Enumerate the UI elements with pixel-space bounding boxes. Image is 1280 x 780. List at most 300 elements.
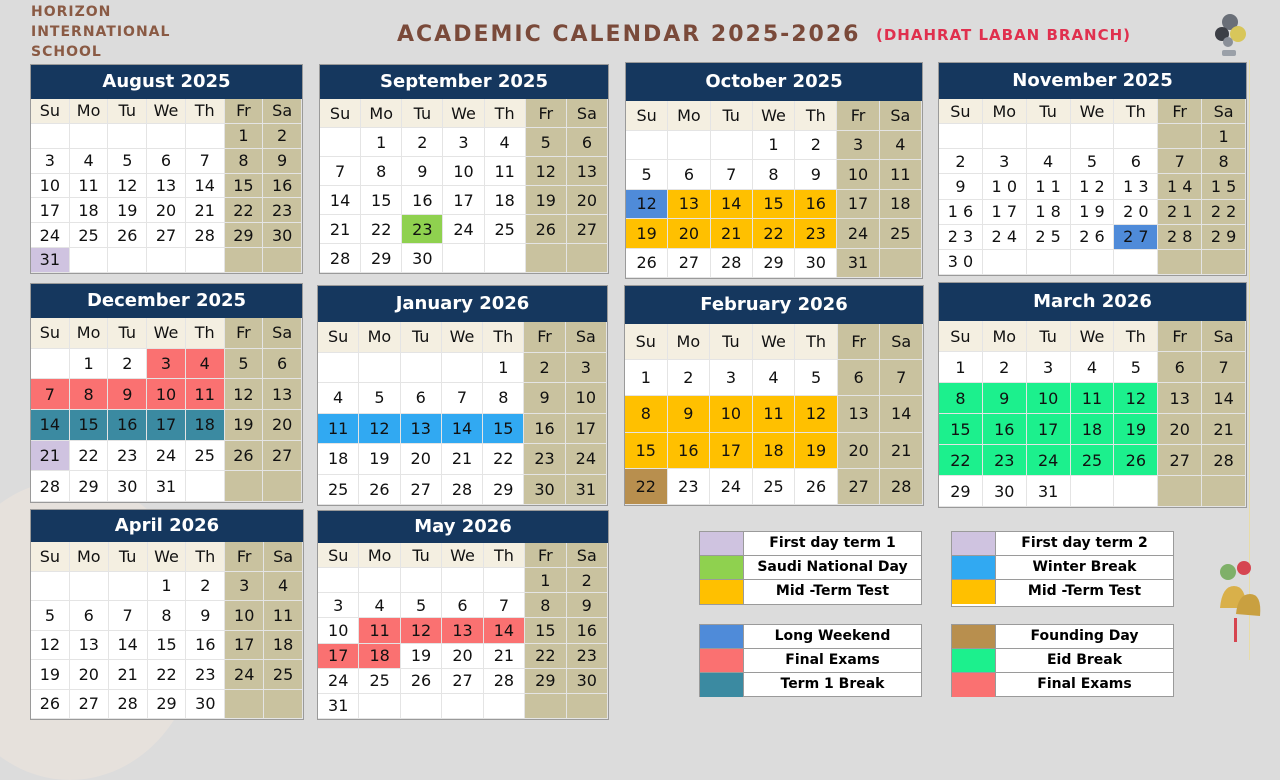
day-cell: 6 bbox=[263, 349, 302, 380]
day-cell: 24 bbox=[1027, 445, 1071, 476]
month-calendar bbox=[624, 285, 924, 506]
day-cell: 21 bbox=[484, 644, 525, 669]
day-cell: 12 bbox=[795, 396, 838, 432]
day-cell: 24 bbox=[31, 223, 70, 248]
day-cell: 25 bbox=[485, 215, 526, 244]
day-cell: 9 bbox=[186, 601, 225, 631]
weekday-header: Mo bbox=[668, 101, 710, 131]
day-cell: 1 9 bbox=[1071, 200, 1115, 225]
legend-swatch bbox=[952, 580, 996, 604]
weekday-header: Fr bbox=[1158, 99, 1202, 124]
day-cell: 3 bbox=[710, 360, 753, 396]
day-cell: 9 bbox=[668, 396, 711, 432]
weekday-header: Th bbox=[1114, 321, 1158, 352]
month-title: April 2026 bbox=[31, 510, 303, 542]
day-cell: 13 bbox=[567, 157, 608, 186]
legend-swatch bbox=[700, 532, 744, 555]
day-cell: 27 bbox=[567, 215, 608, 244]
day-cell: 3 bbox=[837, 131, 879, 161]
day-cell: 1 6 bbox=[939, 200, 983, 225]
day-cell: 21 bbox=[711, 219, 753, 249]
empty-cell bbox=[31, 572, 70, 602]
day-cell: 1 7 bbox=[983, 200, 1027, 225]
day-cell: 19 bbox=[108, 198, 147, 223]
day-cell: 28 bbox=[31, 471, 70, 502]
legend-swatch bbox=[700, 556, 744, 579]
weekday-header: We bbox=[443, 99, 484, 128]
day-cell: 3 0 bbox=[939, 250, 983, 275]
weekday-header: Fr bbox=[524, 322, 565, 353]
day-cell: 30 bbox=[108, 471, 147, 502]
day-cell: 14 bbox=[484, 618, 525, 643]
weekday-header: Fr bbox=[525, 543, 566, 568]
weekday-header: Tu bbox=[401, 322, 442, 353]
weekday-header: Fr bbox=[837, 101, 879, 131]
day-cell: 26 bbox=[359, 475, 400, 506]
empty-cell bbox=[484, 568, 525, 593]
empty-cell bbox=[1071, 250, 1115, 275]
day-cell: 1 5 bbox=[1202, 174, 1246, 199]
day-cell: 20 bbox=[567, 186, 608, 215]
day-cell: 13 bbox=[442, 618, 483, 643]
day-cell: 5 bbox=[626, 160, 668, 190]
day-cell: 5 bbox=[359, 383, 400, 414]
day-cell: 29 bbox=[939, 476, 983, 507]
day-cell: 23 bbox=[524, 444, 565, 475]
day-cell: 2 bbox=[983, 352, 1027, 383]
weekday-header: Mo bbox=[70, 318, 109, 349]
weekday-header: Tu bbox=[711, 101, 753, 131]
weekday-header: Su bbox=[318, 322, 359, 353]
day-cell: 23 bbox=[983, 445, 1027, 476]
day-cell: 17 bbox=[443, 186, 484, 215]
day-cell: 19 bbox=[401, 644, 442, 669]
day-cell: 7 bbox=[484, 593, 525, 618]
day-cell: 22 bbox=[70, 441, 109, 472]
weekday-header: Su bbox=[625, 324, 668, 360]
day-cell: 7 bbox=[31, 379, 70, 410]
day-cell: 9 bbox=[983, 383, 1027, 414]
day-cell: 6 bbox=[70, 601, 109, 631]
day-cell: 27 bbox=[70, 690, 109, 720]
empty-cell bbox=[70, 248, 109, 273]
day-cell: 5 bbox=[795, 360, 838, 396]
day-cell: 10 bbox=[147, 379, 186, 410]
weekday-header: We bbox=[147, 99, 186, 124]
weekday-header: Tu bbox=[402, 99, 443, 128]
day-cell: 7 bbox=[186, 149, 225, 174]
day-cell: 14 bbox=[1202, 383, 1246, 414]
day-cell: 9 bbox=[108, 379, 147, 410]
day-cell: 20 bbox=[668, 219, 710, 249]
day-cell: 2 1 bbox=[1158, 200, 1202, 225]
day-cell: 5 bbox=[526, 128, 567, 157]
day-cell: 30 bbox=[402, 244, 443, 273]
day-cell: 15 bbox=[225, 174, 264, 199]
legend-label: First day term 1 bbox=[769, 535, 896, 551]
day-cell: 20 bbox=[147, 198, 186, 223]
weekday-header: Sa bbox=[263, 99, 302, 124]
day-cell: 24 bbox=[443, 215, 484, 244]
day-cell: 3 bbox=[318, 593, 359, 618]
day-cell: 31 bbox=[31, 248, 70, 273]
day-cell: 1 bbox=[361, 128, 402, 157]
month-calendar bbox=[625, 62, 923, 279]
legend-box-4 bbox=[951, 624, 1174, 697]
page-title: ACADEMIC CALENDAR 2025-2026 bbox=[397, 22, 861, 47]
weekday-header: We bbox=[753, 324, 796, 360]
day-cell: 27 bbox=[401, 475, 442, 506]
legend-swatch bbox=[952, 649, 996, 672]
empty-cell bbox=[108, 124, 147, 149]
empty-cell bbox=[1114, 476, 1158, 507]
day-cell: 2 bbox=[108, 349, 147, 380]
day-cell: 6 bbox=[401, 383, 442, 414]
day-cell: 27 bbox=[838, 469, 881, 505]
day-cell: 23 bbox=[108, 441, 147, 472]
day-cell: 20 bbox=[1158, 414, 1202, 445]
day-cell: 1 1 bbox=[1027, 174, 1071, 199]
weekday-header: We bbox=[148, 542, 187, 572]
month-grid bbox=[320, 99, 608, 273]
day-cell: 12 bbox=[626, 190, 668, 220]
empty-cell bbox=[109, 572, 148, 602]
day-cell: 11 bbox=[1071, 383, 1115, 414]
day-cell: 21 bbox=[31, 441, 70, 472]
weekday-header: Fr bbox=[225, 318, 264, 349]
day-cell: 4 bbox=[880, 131, 922, 161]
empty-cell bbox=[401, 353, 442, 384]
day-cell: 1 2 bbox=[1071, 174, 1115, 199]
day-cell: 16 bbox=[795, 190, 837, 220]
day-cell: 26 bbox=[108, 223, 147, 248]
day-cell: 8 bbox=[1202, 149, 1246, 174]
day-cell: 26 bbox=[1114, 445, 1158, 476]
day-cell: 25 bbox=[318, 475, 359, 506]
weekday-header: Sa bbox=[264, 542, 303, 572]
day-cell: 18 bbox=[186, 410, 225, 441]
day-cell: 9 bbox=[939, 174, 983, 199]
empty-cell bbox=[264, 690, 303, 720]
day-cell: 29 bbox=[483, 475, 524, 506]
day-cell: 30 bbox=[263, 223, 302, 248]
day-cell: 2 bbox=[939, 149, 983, 174]
weekday-header: Th bbox=[186, 318, 225, 349]
day-cell: 19 bbox=[526, 186, 567, 215]
empty-cell bbox=[1027, 124, 1071, 149]
day-cell: 8 bbox=[70, 379, 109, 410]
legend-label: Mid -Term Test bbox=[775, 583, 890, 599]
weekday-header: Tu bbox=[108, 318, 147, 349]
day-cell: 22 bbox=[625, 469, 668, 505]
weekday-header: Sa bbox=[880, 101, 922, 131]
day-cell: 30 bbox=[186, 690, 225, 720]
day-cell: 16 bbox=[668, 433, 711, 469]
day-cell: 5 bbox=[1071, 149, 1115, 174]
legend-label: Eid Break bbox=[1046, 652, 1123, 668]
weekday-header: Th bbox=[485, 99, 526, 128]
month-calendar bbox=[317, 510, 609, 720]
day-cell: 2 bbox=[668, 360, 711, 396]
empty-cell bbox=[1071, 476, 1115, 507]
legend-label: Founding Day bbox=[1030, 628, 1139, 644]
weekday-header: Th bbox=[484, 543, 525, 568]
day-cell: 24 bbox=[837, 219, 879, 249]
day-cell: 9 bbox=[402, 157, 443, 186]
school-line-1: HORIZON bbox=[31, 4, 112, 20]
day-cell: 28 bbox=[186, 223, 225, 248]
weekday-header: Th bbox=[483, 322, 524, 353]
day-cell: 6 bbox=[1158, 352, 1202, 383]
day-cell: 26 bbox=[225, 441, 264, 472]
day-cell: 22 bbox=[225, 198, 264, 223]
day-cell: 3 bbox=[1027, 352, 1071, 383]
day-cell: 18 bbox=[359, 644, 400, 669]
weekday-header: We bbox=[753, 101, 795, 131]
weekday-header: Th bbox=[1114, 99, 1158, 124]
branch-name: (DHAHRAT LABAN BRANCH) bbox=[876, 26, 1132, 44]
day-cell: 31 bbox=[566, 475, 607, 506]
day-cell: 12 bbox=[359, 414, 400, 445]
empty-cell bbox=[1158, 250, 1202, 275]
day-cell: 22 bbox=[939, 445, 983, 476]
day-cell: 2 9 bbox=[1202, 225, 1246, 250]
day-cell: 12 bbox=[31, 631, 70, 661]
empty-cell bbox=[108, 248, 147, 273]
day-cell: 23 bbox=[567, 644, 608, 669]
empty-cell bbox=[939, 124, 983, 149]
day-cell: 14 bbox=[31, 410, 70, 441]
day-cell: 2 3 bbox=[939, 225, 983, 250]
month-grid bbox=[31, 542, 303, 719]
day-cell: 18 bbox=[753, 433, 796, 469]
day-cell: 16 bbox=[567, 618, 608, 643]
day-cell: 25 bbox=[1071, 445, 1115, 476]
day-cell: 29 bbox=[148, 690, 187, 720]
day-cell: 28 bbox=[711, 249, 753, 279]
day-cell: 12 bbox=[108, 174, 147, 199]
day-cell: 15 bbox=[148, 631, 187, 661]
school-name bbox=[31, 2, 170, 62]
day-cell: 21 bbox=[320, 215, 361, 244]
month-grid bbox=[31, 318, 302, 502]
legend-item bbox=[700, 532, 921, 556]
empty-cell bbox=[983, 124, 1027, 149]
day-cell: 26 bbox=[795, 469, 838, 505]
legend-item bbox=[952, 673, 1173, 697]
day-cell: 1 8 bbox=[1027, 200, 1071, 225]
empty-cell bbox=[263, 248, 302, 273]
day-cell: 2 2 bbox=[1202, 200, 1246, 225]
day-cell: 27 bbox=[263, 441, 302, 472]
day-cell: 7 bbox=[109, 601, 148, 631]
day-cell: 15 bbox=[361, 186, 402, 215]
weekday-header: Sa bbox=[567, 99, 608, 128]
day-cell: 17 bbox=[710, 433, 753, 469]
day-cell: 6 bbox=[668, 160, 710, 190]
day-cell: 19 bbox=[1114, 414, 1158, 445]
day-cell: 25 bbox=[359, 669, 400, 694]
day-cell: 8 bbox=[753, 160, 795, 190]
day-cell: 2 5 bbox=[1027, 225, 1071, 250]
day-cell: 17 bbox=[837, 190, 879, 220]
day-cell: 12 bbox=[401, 618, 442, 643]
day-cell: 11 bbox=[264, 601, 303, 631]
day-cell: 31 bbox=[147, 471, 186, 502]
day-cell: 25 bbox=[70, 223, 109, 248]
day-cell: 14 bbox=[186, 174, 225, 199]
day-cell: 18 bbox=[1071, 414, 1115, 445]
day-cell: 1 bbox=[525, 568, 566, 593]
day-cell: 6 bbox=[147, 149, 186, 174]
empty-cell bbox=[1202, 250, 1246, 275]
day-cell: 30 bbox=[795, 249, 837, 279]
legend-label: Mid -Term Test bbox=[1027, 583, 1142, 599]
day-cell: 22 bbox=[148, 660, 187, 690]
empty-cell bbox=[567, 694, 608, 719]
weekday-header: Tu bbox=[109, 542, 148, 572]
empty-cell bbox=[318, 568, 359, 593]
legend-label: Winter Break bbox=[1032, 559, 1137, 575]
day-cell: 1 bbox=[148, 572, 187, 602]
month-title: March 2026 bbox=[939, 283, 1246, 321]
legend-item bbox=[700, 556, 921, 580]
legend-swatch bbox=[700, 580, 744, 604]
day-cell: 27 bbox=[442, 669, 483, 694]
day-cell: 27 bbox=[668, 249, 710, 279]
day-cell: 9 bbox=[795, 160, 837, 190]
day-cell: 8 bbox=[148, 601, 187, 631]
month-title: February 2026 bbox=[625, 286, 923, 324]
day-cell: 7 bbox=[711, 160, 753, 190]
empty-cell bbox=[880, 249, 922, 279]
weekday-header: Fr bbox=[225, 99, 264, 124]
legend-swatch bbox=[700, 649, 744, 672]
day-cell: 21 bbox=[1202, 414, 1246, 445]
day-cell: 4 bbox=[70, 149, 109, 174]
month-calendar bbox=[938, 62, 1247, 276]
day-cell: 29 bbox=[753, 249, 795, 279]
legend-box-2 bbox=[951, 531, 1174, 607]
day-cell: 8 bbox=[939, 383, 983, 414]
day-cell: 6 bbox=[567, 128, 608, 157]
day-cell: 4 bbox=[359, 593, 400, 618]
month-grid bbox=[625, 324, 923, 505]
day-cell: 24 bbox=[147, 441, 186, 472]
day-cell: 10 bbox=[31, 174, 70, 199]
day-cell: 26 bbox=[626, 249, 668, 279]
month-calendar bbox=[30, 64, 303, 274]
day-cell: 27 bbox=[147, 223, 186, 248]
empty-cell bbox=[263, 471, 302, 502]
day-cell: 16 bbox=[402, 186, 443, 215]
weekday-header: Su bbox=[320, 99, 361, 128]
day-cell: 28 bbox=[484, 669, 525, 694]
weekday-header: Sa bbox=[880, 324, 923, 360]
month-grid bbox=[318, 322, 607, 505]
day-cell: 2 bbox=[263, 124, 302, 149]
day-cell: 17 bbox=[225, 631, 264, 661]
weekday-header: Th bbox=[186, 99, 225, 124]
day-cell: 10 bbox=[710, 396, 753, 432]
empty-cell bbox=[442, 568, 483, 593]
weekday-header: Mo bbox=[359, 543, 400, 568]
day-cell: 15 bbox=[939, 414, 983, 445]
legend-label: Long Weekend bbox=[774, 628, 891, 644]
day-cell: 1 bbox=[225, 124, 264, 149]
empty-cell bbox=[320, 128, 361, 157]
day-cell: 2 4 bbox=[983, 225, 1027, 250]
empty-cell bbox=[401, 694, 442, 719]
day-cell: 7 bbox=[1158, 149, 1202, 174]
legend-item bbox=[700, 580, 921, 604]
legend-swatch bbox=[952, 556, 996, 579]
weekday-header: Fr bbox=[526, 99, 567, 128]
day-cell: 24 bbox=[710, 469, 753, 505]
day-cell: 10 bbox=[318, 618, 359, 643]
day-cell: 13 bbox=[263, 379, 302, 410]
day-cell: 2 8 bbox=[1158, 225, 1202, 250]
weekday-header: Mo bbox=[70, 542, 109, 572]
weekday-header: Mo bbox=[359, 322, 400, 353]
empty-cell bbox=[225, 248, 264, 273]
weekday-header: Mo bbox=[668, 324, 711, 360]
day-cell: 5 bbox=[225, 349, 264, 380]
day-cell: 5 bbox=[401, 593, 442, 618]
empty-cell bbox=[525, 694, 566, 719]
empty-cell bbox=[711, 131, 753, 161]
weekday-header: Sa bbox=[567, 543, 608, 568]
empty-cell bbox=[526, 244, 567, 273]
empty-cell bbox=[1114, 250, 1158, 275]
day-cell: 19 bbox=[225, 410, 264, 441]
legend-item bbox=[952, 649, 1173, 673]
legend-box-3 bbox=[699, 624, 922, 697]
day-cell: 25 bbox=[186, 441, 225, 472]
day-cell: 18 bbox=[880, 190, 922, 220]
day-cell: 1 bbox=[1202, 124, 1246, 149]
day-cell: 1 4 bbox=[1158, 174, 1202, 199]
day-cell: 7 bbox=[1202, 352, 1246, 383]
day-cell: 26 bbox=[31, 690, 70, 720]
day-cell: 17 bbox=[1027, 414, 1071, 445]
day-cell: 23 bbox=[795, 219, 837, 249]
day-cell: 26 bbox=[526, 215, 567, 244]
day-cell: 25 bbox=[264, 660, 303, 690]
empty-cell bbox=[359, 694, 400, 719]
day-cell: 6 bbox=[838, 360, 881, 396]
legend-box-1 bbox=[699, 531, 922, 605]
empty-cell bbox=[443, 244, 484, 273]
day-cell: 19 bbox=[626, 219, 668, 249]
weekday-header: Tu bbox=[710, 324, 753, 360]
weekday-header: Su bbox=[31, 99, 70, 124]
day-cell: 7 bbox=[320, 157, 361, 186]
day-cell: 8 bbox=[483, 383, 524, 414]
month-grid bbox=[939, 321, 1246, 507]
day-cell: 11 bbox=[753, 396, 796, 432]
weekday-header: Tu bbox=[401, 543, 442, 568]
day-cell: 12 bbox=[225, 379, 264, 410]
day-cell: 22 bbox=[361, 215, 402, 244]
day-cell: 2 bbox=[567, 568, 608, 593]
empty-cell bbox=[318, 353, 359, 384]
day-cell: 20 bbox=[401, 444, 442, 475]
day-cell: 12 bbox=[1114, 383, 1158, 414]
weekday-header: Th bbox=[186, 542, 225, 572]
weekday-header: We bbox=[1071, 99, 1115, 124]
day-cell: 20 bbox=[70, 660, 109, 690]
